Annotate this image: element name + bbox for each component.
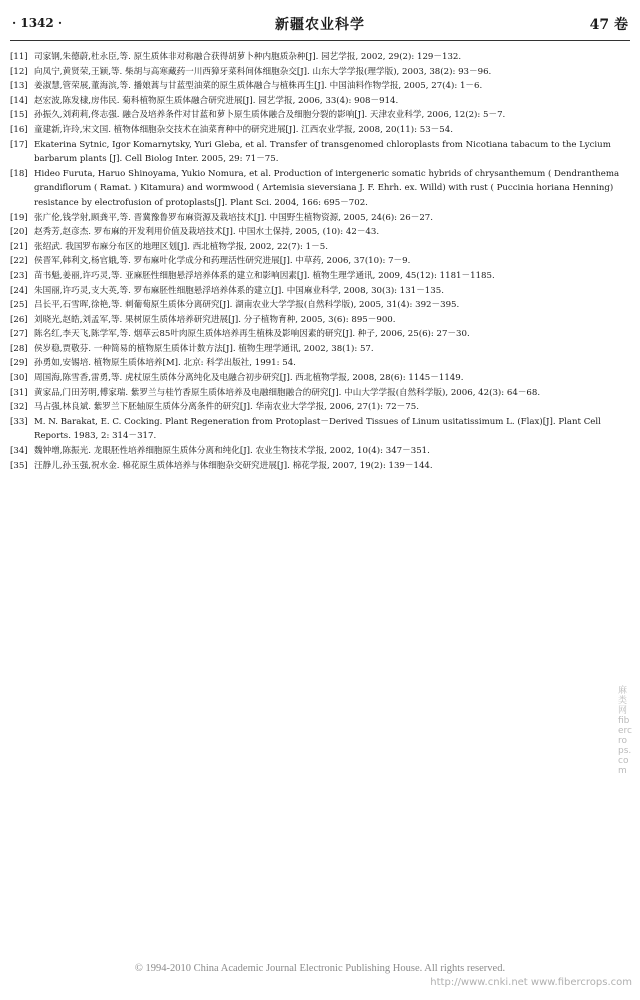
reference-item [10,94,626,109]
reference-text: 张广伦,钱学射,顾龚平,等. 晋冀豫鲁罗布麻资源及栽培技术[J]. 中国野生植物资源, 2005, 24(6): 26－27. [34,212,434,223]
reference-item [10,167,626,211]
reference-item [10,459,626,474]
reference-number: [30] [10,373,28,384]
reference-text: 吕长平,石雪晖,徐艳,等. 刺葡萄原生质体分离研究[J]. 湖南农业大学学报(自然科学版), 2005, 31(4): 392－395. [34,300,460,311]
reference-number: [25] [10,300,28,311]
reference-number: [35] [10,460,28,471]
reference-text: Hideo Furuta, Haruo Shinoyama, Yukio Nomura, et al. Production of intergeneric somatic hybrids of chrysanthemum ( Dendranthema grandiflorum ( Ramat. ) Kitamura) and wormwood ( Artemisia sieversiana J. F. Ehrh. ex. Willd) with rust ( Puccinia horiana Henning) resistance by electrofusion of protoplasts[J]. Plant Sci. 2004, 166: 695－702. [34,168,620,208]
reference-text: 孙勇如,安锡培. 植物原生质体培养[M]. 北京: 科学出版社, 1991: 54. [34,358,296,369]
reference-number: [19] [10,212,28,223]
reference-number: [26] [10,314,28,325]
reference-text: 朱国丽,许巧灵,支大英,等. 罗布麻胚性细胞悬浮培养体系的建立[J]. 中国麻业科学, 2008, 30(3): 131－135. [34,285,444,296]
reference-item [10,342,626,357]
reference-item [10,123,626,138]
copyright-footer: © 1994-2010 China Academic Journal Electronic Publishing House. All rights reserved. [134,963,506,974]
reference-item [10,327,626,342]
reference-text: 姜淑慧,管荣展,董海滨,等. 播娘蒿与甘蓝型油菜的原生质体融合与植株再生[J]. 中国油料作物学报, 2005, 27(4): 1－6. [34,81,483,92]
reference-text: 童建新,许玲,宋文国. 植物体细胞杂交技术在油菜育种中的研究进展[J]. 江西农业学报, 2008, 20(11): 53－54. [34,124,453,135]
reference-number: [24] [10,285,28,296]
footer-site: http://www.cnki.net www.fibercrops.com [430,977,632,988]
reference-item [10,298,626,313]
reference-number: [16] [10,124,28,135]
reference-item [10,386,626,401]
reference-item [10,400,626,415]
reference-text: Ekaterina Sytnic, Igor Komarnytsky, Yuri Gleba, et al. Transfer of transgenomed chloroplasts from Nicotiana tabacum to the Lycium barbarum plants [J]. Cell Biolog Inter. 2005, 29: 71－75. [34,139,611,165]
reference-text: 侯晋军,韩利文,杨官娥,等. 罗布麻叶化学成分和药理活性研究进展[J]. 中草药, 2006, 37(10): 7－9. [34,256,411,267]
header-rule [10,40,630,41]
reference-text: 马占强,林良斌. 紫罗兰下胚轴原生质体分离条件的研究[J]. 华南农业大学学报, 2006, 27(1): 72－75. [34,402,419,413]
reference-list [10,50,626,473]
reference-number: [14] [10,95,28,106]
reference-item [10,415,626,444]
reference-text: 孙振久,刘莉莉,佟志强. 融合及培养条件对甘蓝和萝卜原生质体融合及细胞分裂的影响[J]. 天津农业科学, 2006, 12(2): 5－7. [34,110,506,121]
reference-number: [20] [10,227,28,238]
reference-text: 周国海,陈雪香,雷勇,等. 虎杖原生质体分离纯化及电融合初步研究[J]. 西北植物学报, 2008, 28(6): 1145－1149. [34,373,464,384]
reference-item [10,313,626,328]
reference-text: 张绍武. 我国罗布麻分布区的地理区划[J]. 西北植物学报, 2002, 22(7): 1－5. [34,241,328,252]
reference-text: M. N. Barakat, E. C. Cocking. Plant Regeneration from Protoplast－Derived Tissues of Linum usitatissimum L. (Flax)[J]. Plant Cell Reports. 1983, 2: 314－317. [34,416,601,442]
reference-number: [32] [10,402,28,413]
reference-number: [18] [10,168,28,179]
reference-item [10,211,626,226]
reference-number: [15] [10,110,28,121]
journal-title: 新疆农业科学 [275,17,365,33]
reference-number: [12] [10,66,28,77]
page-number: · 1342 · [12,16,63,30]
reference-text: 苗书魁,姜丽,许巧灵,等. 亚麻胚性细胞悬浮培养体系的建立和影响因素[J]. 植物生理学通讯, 2009, 45(12): 1181－1185. [34,270,495,281]
reference-item [10,444,626,459]
reference-number: [11] [10,52,28,62]
reference-number: [21] [10,241,28,252]
reference-text: 刘晓光,赵皓,刘孟军,等. 果树原生质体培养研究进展[J]. 分子植物育种, 2005, 3(6): 895－900. [34,314,396,325]
reference-text: 黄家品,门田芳明,傅家瑞. 紫罗兰与桂竹香原生质体培养及电融细胞融合的研究[J]. 中山大学学报(自然科学版), 2006, 42(3): 64－68. [34,387,541,398]
reference-item [10,254,626,269]
volume-label: 47 卷 [589,17,628,33]
reference-item [10,240,626,255]
reference-text: 汪静儿,孙玉强,祝水金. 棉花原生质体培养与体细胞杂交研究进展[J]. 棉花学报, 2007, 19(2): 139－144. [34,460,433,471]
reference-number: [13] [10,81,28,92]
reference-number: [29] [10,358,28,369]
reference-item [10,225,626,240]
reference-item [10,371,626,386]
reference-item [10,284,626,299]
reference-item [10,108,626,123]
reference-number: [33] [10,416,28,427]
reference-number: [34] [10,446,28,457]
reference-text: 侯岁稳,贾敬芬. 一种简易的植物原生质体计数方法[J]. 植物生理学通讯, 2002, 38(1): 57. [34,343,374,354]
reference-item [10,356,626,371]
reference-item [10,65,626,80]
reference-text: 魏钟增,陈振光. 龙眼胚性培养细胞原生质体分离和纯化[J]. 农业生物技术学报, 2002, 10(4): 347－351. [34,446,430,457]
reference-number: [27] [10,329,28,340]
reference-text: 司家钢,朱德蔚,杜永臣,等. 原生质体非对称融合获得胡萝卜种内胞质杂种[J]. 园艺学报, 2002, 29(2): 129－132. [34,52,462,62]
reference-text: 赵宏波,陈发棣,房伟民. 菊科植物原生质体融合研究进展[J]. 园艺学报, 2006, 33(4): 908－914. [34,95,399,106]
reference-number: [23] [10,270,28,281]
reference-item [10,138,626,167]
reference-number: [31] [10,387,28,398]
reference-item [10,269,626,284]
reference-item [10,50,626,65]
reference-text: 赵秀芳,赵彦杰. 罗布麻的开发利用价值及栽培技术[J]. 中国水土保持, 2005, (10): 42－43. [34,227,380,238]
reference-text: 陈名红,李天飞,陈学军,等. 烟草云85叶肉原生质体培养再生植株及影响因素的研究[J]. 种子, 2006, 25(6): 27－30. [34,329,470,340]
reference-number: [28] [10,343,28,354]
watermark: 麻类网 fibercrops.com [618,686,632,776]
page-header [8,14,632,36]
reference-number: [17] [10,139,28,150]
reference-number: [22] [10,256,28,267]
reference-item [10,79,626,94]
reference-text: 向凤宁,黄贤荣,王颖,等. 柴胡与高寒藏药一川西獐牙菜科间体细胞杂交[J]. 山东大学学报(理学版), 2003, 38(2): 93－96. [34,66,492,77]
